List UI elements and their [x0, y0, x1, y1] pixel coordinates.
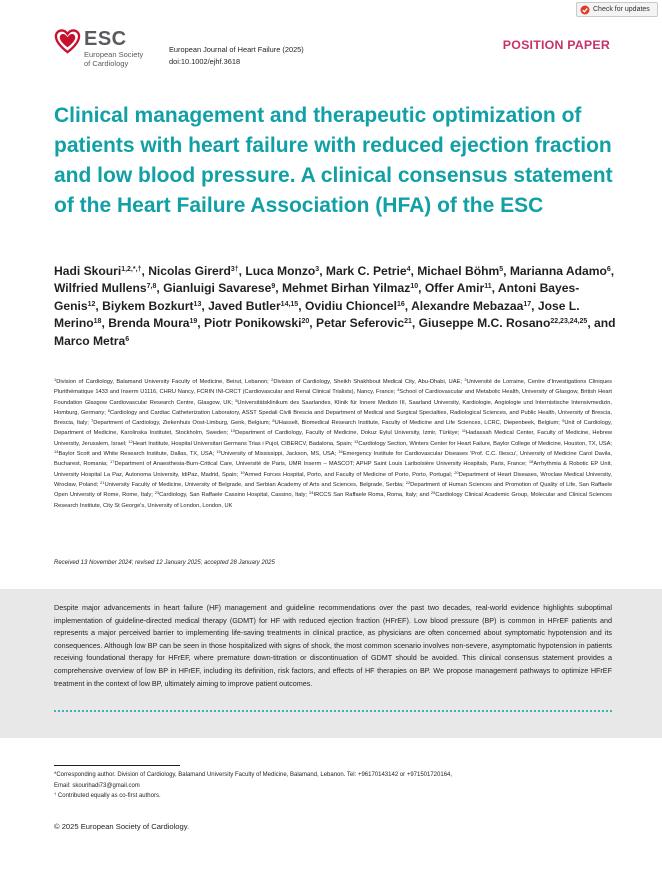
author-name: Wilfried Mullens$^{7,8}$ [54, 281, 157, 296]
affiliation-number: 8 [272, 418, 275, 424]
affiliation-item: $^{12}$Heart Institute, Hospital Universitari Germans Trias i Pujol, CIBERCV, Badalona, Spain; [128, 438, 353, 447]
affiliation-item: $^5$Universitätsklinikum des Saarlandes, Klinik für Innere Medizin III, Saarland University, Kardiologie, Angiologie und Internistische Intensivmedizin, Homburg, Germany; [54, 397, 612, 416]
affiliation-item: $^{11}$Hadassah Medical Center, Faculty of Medicine, Hebrew University, Jerusalem, Israel; [54, 428, 612, 447]
affiliation-number: 18 [528, 459, 534, 465]
affiliation-number: 22 [405, 479, 411, 485]
author-affiliation-marker: 9 [271, 283, 276, 291]
author-affiliation-marker: 11 [484, 283, 492, 291]
footnotes [54, 770, 612, 802]
affiliation-item: $^{23}$Cardiology, San Raffaele Cassino Hospital, Cassino, Italy; [154, 490, 308, 499]
affiliation-number: 14 [54, 449, 59, 455]
affiliation-number: 3 [464, 377, 467, 382]
affiliation-item: $^6$Cardiology and Cardiac Catheterization Laboratory, ASST Spedali Civili Brescia and Department of Medical and Surgical Specialties, Radiological Sciences, and Public Health, University of Brescia, Brescia, Italy; [54, 407, 612, 427]
affiliation-number: 19 [240, 469, 245, 475]
affiliation-number: 9 [562, 418, 565, 424]
author-name: Marianna Adamo$^6$ [509, 264, 611, 278]
author-affiliation-marker: 12 [87, 300, 96, 308]
author-name: Luca Monzo$^3$ [245, 264, 320, 278]
author-name: Mark C. Petrie$^4$ [325, 264, 411, 278]
dagger-symbol: † [54, 791, 57, 796]
affiliation-number: 20 [454, 469, 459, 475]
crossmark-icon [580, 5, 590, 15]
author-name: Marco Metra$^6$ [54, 333, 130, 348]
author-affiliation-marker: 7,8 [146, 283, 157, 291]
abstract-panel [0, 589, 662, 738]
author-name: Alexandre Mebazaa$^{17}$ [411, 298, 532, 313]
author-affiliation-marker: 16 [397, 300, 405, 308]
author-list: Hadi Skouri$^{1,2,*,\dagger}$, Nicolas Girerd$^{3\dagger}$, Luca Monzo$^3$, Mark C. Petrie$^4$, Michael Böhm$^5$, Marianna Adamo$^6$, Wilfried Mullens$^{7,8}$, Gianluigi Savarese$^9$, Mehmet Birhan Yilmaz$^{10}$, Offer Amir$^{11}$, Antoni Bayes-Genis$^{12}$, Biykem Bozkurt$^{13}$, Javed Butler$^{14,15}$, Ovidiu Chioncel$^{16}$, Alexandre Mebazaa$^{17}$, Jose L. Merino$^{18}$, Brenda Moura$^{19}$, Piotr Ponikowski$^{20}$, Petar Seferovic$^{21}$, Giuseppe M.C. Rosano$^{22,23,24,25}$, and Marco Metra$^6$ [54, 264, 616, 348]
affiliation-item: $^{18}$Arrhythmia & Robotic EP Unit, University Hospital La Paz, Autonoma University, IdiPaz, Madrid, Spain; [54, 459, 612, 478]
affiliation-number: 12 [128, 438, 133, 444]
esc-logo [54, 28, 143, 68]
author-name: Michael Böhm$^5$ [417, 264, 504, 278]
affiliation-item: $^{19}$Armed Forces Hospital, Porto, and Faculty of Medicine of Porto, Porto, Portugal; [240, 469, 453, 478]
affiliation-item: $^{24}$IRCCS San Raffaele Roma, Roma, Italy; and [309, 490, 429, 499]
article-title: Clinical management and therapeutic optimization of patients with heart failure with reduced ejection fraction and low blood pressure. A clinical consensus statement of the Heart Failure Association (HFA) of the ESC [54, 104, 613, 217]
equal-contribution-text: Contributed equally as co-first authors. [57, 793, 161, 799]
heart-logo-icon [54, 28, 81, 55]
affiliation-item: $^{10}$Department of Cardiology, Faculty of Medicine, Dokuz Eylul University, Izmir, Türkiye; [230, 428, 460, 437]
affiliation-number: 23 [154, 490, 160, 496]
check-for-updates-label: Check for updates [593, 6, 650, 13]
journal-doi[interactable]: doi:10.1002/ejhf.3618 [169, 57, 241, 66]
check-for-updates-button[interactable] [576, 2, 658, 17]
affiliation-item: $^8$UHasselt, Biomedical Research Institute, Faculty of Medicine and Life Sciences, LCRC, Diepenbeek, Belgium; [272, 418, 560, 427]
equal-contribution-note [54, 791, 612, 802]
affiliation-item: $^3$Université de Lorraine, Centre d'Investigations Cliniques Plurithématique 1433 and Inserm U1116, CHRU Nancy, FCRIN INI-CRCT (Cardiovascular and Renal Clinical Trialists), Nancy, France; [54, 377, 613, 396]
corresponding-author-note: *Corresponding author. Division of Cardiology, Balamand University Faculty of Medicine, Balamand, Lebanon. Tel: +96170143142 or +971501720164, [54, 772, 453, 778]
author-name: Mehmet Birhan Yilmaz$^{10}$ [281, 281, 419, 296]
author-affiliation-marker: 1,2,*,† [121, 266, 142, 273]
affiliation-item: $^{22}$Department of Human Sciences and Promotion of Quality of Life, San Raffaele Open University of Rome, Rome, Italy; [54, 479, 612, 499]
affiliation-item: $^{13}$Cardiology Section, Winters Center for Heart Failure, Baylor College of Medicine, Houston, TX, USA; [353, 438, 612, 447]
affiliation-number: 5 [235, 397, 238, 403]
footnote-rule [54, 765, 180, 766]
author-name: Jose L. Merino$^{18}$ [54, 298, 580, 331]
copyright-notice: © 2025 European Society of Cardiology. [54, 822, 190, 831]
affiliation-number: 13 [353, 438, 359, 444]
affiliation-item: $^{14}$Baylor Scott and White Research Institute, Dallas, TX, USA; [54, 449, 215, 458]
paper-type-label: POSITION PAPER [502, 38, 610, 52]
affiliation-item: $^9$Unit of Cardiology, Department of Medicine, Karolinska Institutet, Stockholm, Sweden; [54, 418, 612, 437]
author-affiliation-marker: 13 [193, 300, 202, 308]
author-name: Piotr Ponikowski$^{20}$ [204, 316, 310, 331]
author-affiliation-marker: 4 [406, 266, 411, 273]
affiliation-item: $^{15}$University of Mississippi, Jackson, MS, USA; [216, 449, 337, 458]
logo-subtitle-line1: European Society [84, 50, 144, 59]
author-name: Offer Amir$^{11}$ [424, 281, 492, 296]
author-name: Nicolas Girerd$^{3\dagger}$ [148, 264, 239, 278]
author-name: Ovidiu Chioncel$^{16}$ [304, 298, 405, 313]
corresponding-email[interactable]: Email: skourihadi73@gmail.com [54, 782, 140, 789]
journal-name: European Journal of Heart Failure (2025) [169, 45, 304, 54]
affiliation-item: $^{21}$University Faculty of Medicine, University of Belgrade, and Serbian Academy of Arts and Sciences, Belgrade, Serbia; [100, 479, 404, 488]
author-name: Petar Seferovic$^{21}$ [316, 316, 412, 331]
article-dates: Received 13 November 2024; revised 12 January 2025; accepted 28 January 2025 [54, 560, 275, 566]
affiliation-item: $^4$School of Cardiovascular and Metabolic Health, University of Glasgow, British Heart Foundation Glasgow Cardiovascular Research Centre, Glasgow, UK; [54, 387, 612, 406]
affiliation-item: $^{25}$Cardiology Clinical Academic Group, Molecular and Clinical Sciences Research Institute, City St George's, University of London, London, UK [54, 490, 612, 509]
affiliation-number: 17 [109, 459, 115, 465]
affiliation-item: $^{20}$Department of Heart Diseases, Wroclaw Medical University, Wrocław, Poland; [54, 469, 612, 488]
affiliation-item: $^2$Division of Cardiology, Sheikh Shakhbout Medical City, Abu-Dhabi, UAE; [271, 377, 462, 385]
author-name: Brenda Moura$^{19}$ [108, 316, 198, 331]
abstract-text: Despite major advancements in heart failure (HF) management and guideline recommendations over the past two decades, real-world evidence highlights suboptimal implementation of guideline-directed medical therapy (GDMT) for HF with reduced ejection fraction (HFrEF). Low blood pressure (BP) is common in HFrEF patients and represents a major perceived barrier to implementing life-saving treatments in clinical practice, as physicians are often concerned about symptomatic hypotension and its consequences. Although low BP can be seen in those hospitalized with signs of shock, the most common scenario involves non-severe, asymptomatic hypotension in patients receiving foundational therapy for HFrEF, where premature down-titration or discontinuation of GDMT should be avoided. This clinical consensus statement provides a comprehensive overview of low BP in HFrEF, including its definition, risk factors, and effects of HF therapies on BP. We propose management pathways to optimize HFrEF treatment in the context of low BP, ultimately aiming to improve patient outcomes. [54, 603, 612, 688]
author-affiliation-marker: 21 [404, 318, 412, 326]
author-affiliation-marker: 3 [315, 266, 320, 273]
author-name: Biykem Bozkurt$^{13}$ [102, 298, 202, 313]
abstract-dotted-divider [54, 710, 612, 712]
affiliation-number: 7 [91, 418, 94, 424]
logo-subtitle-line2: of Cardiology [84, 59, 129, 68]
author-name: Antoni Bayes-Genis$^{12}$ [54, 281, 580, 313]
author-affiliation-marker: 19 [189, 318, 198, 326]
author-affiliation-marker: 14,15 [280, 300, 299, 308]
affiliation-number: 1 [54, 377, 57, 382]
author-name: Javed Butler$^{14,15}$ [208, 298, 299, 313]
affiliation-number: 25 [430, 490, 436, 496]
affiliation-number: 24 [309, 490, 314, 496]
affiliation-number: 2 [271, 377, 274, 382]
affiliation-number: 21 [100, 479, 105, 485]
affiliation-item: $^1$Division of Cardiology, Balamand University Faculty of Medicine, Beirut, Lebanon; [54, 377, 269, 385]
author-affiliation-marker: 18 [93, 318, 102, 326]
affiliation-number: 6 [107, 407, 110, 413]
author-name: Giuseppe M.C. Rosano$^{22,23,24,25}$ [418, 316, 588, 331]
author-affiliation-marker: 5 [499, 266, 504, 273]
affiliation-number: 11 [461, 428, 467, 434]
affiliation-number: 16 [338, 449, 343, 455]
affiliation-number: 10 [230, 428, 236, 434]
affiliation-item: $^{17}$Department of Anaesthesia-Burn-Critical Care, Université de Paris, UMR Inserm – MASCOT; APHP Saint Louis Lariboisière University Hospitals, Paris, France; [109, 459, 527, 468]
journal-info [169, 44, 304, 68]
affiliation-number: 4 [397, 387, 400, 393]
affiliation-number: 15 [216, 449, 221, 455]
author-name: Gianluigi Savarese$^9$ [163, 281, 276, 296]
author-affiliation-marker: 22,23,24,25 [550, 318, 588, 326]
author-affiliation-marker: 6 [606, 266, 611, 273]
author-affiliation-marker: 17 [523, 300, 532, 308]
logo-acronym: ESC [84, 28, 127, 50]
author-affiliation-marker: 6 [125, 335, 130, 343]
author-affiliation-marker: 10 [410, 283, 419, 291]
affiliation-item: $^{16}$Emergency Institute for Cardiovascular Diseases 'Prof. C.C. Iliescu', University of Medicine Carol Davila, Bucharest, Romania; [54, 449, 613, 468]
affiliation-item: $^7$Department of Cardiology, Ziekenhuis Oost-Limburg, Genk, Belgium; [91, 418, 271, 427]
author-affiliation-marker: 20 [301, 318, 310, 326]
author-affiliation-marker: 3† [230, 266, 239, 273]
author-name: Hadi Skouri$^{1,2,*,\dagger}$ [54, 264, 142, 278]
affiliation-list [54, 377, 612, 511]
